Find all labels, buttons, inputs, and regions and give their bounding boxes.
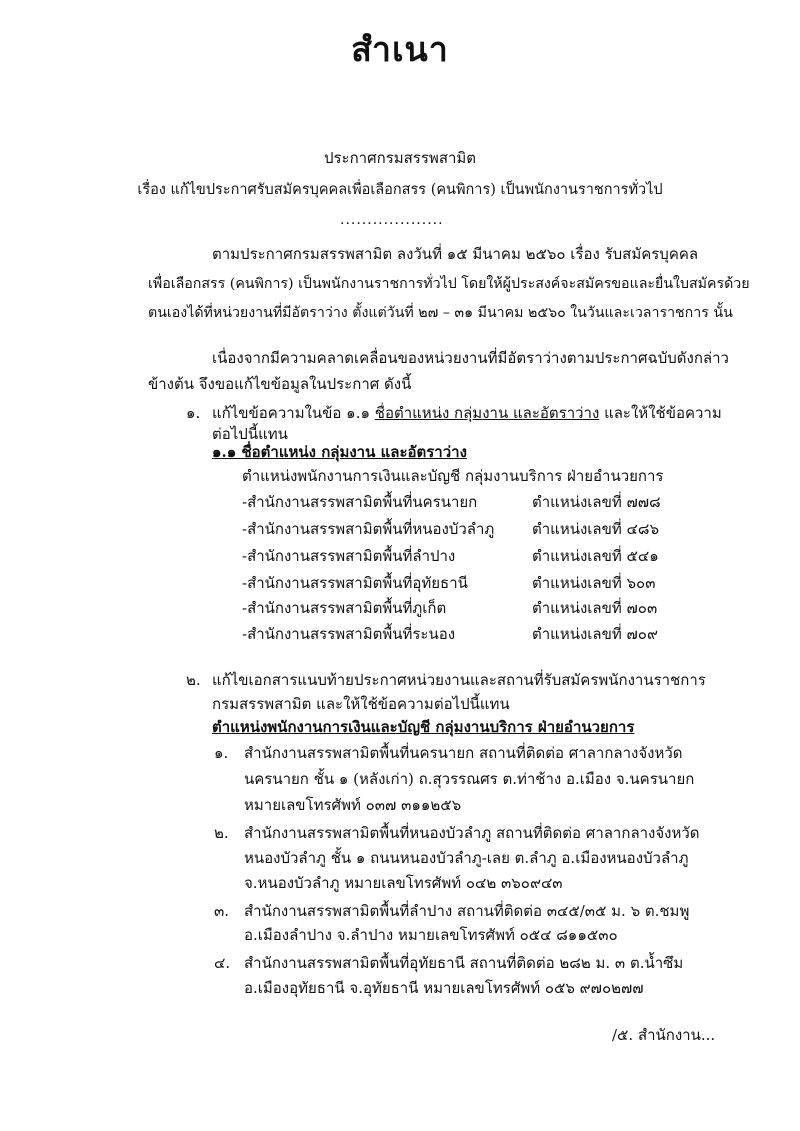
item-1-line-1 bbox=[212, 403, 722, 423]
office-position-no: ตำแหน่งเลขที่ ๕๔๑ bbox=[532, 547, 659, 565]
page-continuation: /๕. สำนักงาน... bbox=[612, 1026, 716, 1044]
entry-line: อ.เมืองลำปาง จ.ลำปาง หมายเลขโทรศัพท์ ๐๕๔ ๘๑๑๕๓๐ bbox=[244, 926, 618, 944]
item-1-position-title: ตำแหน่งพนักงานการเงินและบัญชี กลุ่มงานบริการ ฝ่ายอำนวยการ bbox=[242, 467, 664, 485]
office-position-no: ตำแหน่งเลขที่ ๖๐๓ bbox=[532, 574, 656, 592]
entry-line: สำนักงานสรรพสามิตพื้นที่หนองบัวลำภู สถานที่ติดต่อ ศาลากลางจังหวัด bbox=[244, 824, 700, 842]
reason-line-1: เนื่องจากมีความคลาดเคลื่อนของหน่วยงานที่มีอัตราว่างตามประกาศฉบับดังกล่าว bbox=[212, 349, 729, 367]
entry-line: จ.หนองบัวลำภู หมายเลขโทรศัพท์ ๐๔๒ ๓๖๐๙๔๓ bbox=[244, 874, 563, 892]
item-1-number: ๑. bbox=[186, 404, 201, 422]
office-position-no: ตำแหน่งเลขที่ ๗๐๙ bbox=[532, 625, 658, 643]
entry-line: สำนักงานสรรพสามิตพื้นที่นครนายก สถานที่ติดต่อ ศาลากลางจังหวัด bbox=[244, 744, 683, 762]
item-1-line-2: ต่อไปนี้แทน bbox=[212, 425, 288, 443]
item-1-subheading: ๑.๑ ชื่อตำแหน่ง กลุ่มงาน และอัตราว่าง bbox=[212, 443, 467, 461]
office-name: -สำนักงานสรรพสามิตพื้นที่ภูเก็ต bbox=[242, 599, 447, 617]
office-name: -สำนักงานสรรพสามิตพื้นที่ระนอง bbox=[242, 625, 456, 643]
entry-line: นครนายก ชั้น ๑ (หลังเก่า) ถ.สุวรรณศร ต.ท่าช้าง อ.เมือง จ.นครนายก bbox=[244, 770, 695, 788]
office-name: -สำนักงานสรรพสามิตพื้นที่หนองบัวลำภู bbox=[242, 520, 495, 538]
item-2-line-2: กรมสรรพสามิต และให้ใช้ข้อความต่อไปนี้แทน bbox=[212, 695, 510, 713]
office-name: -สำนักงานสรรพสามิตพื้นที่นครนายก bbox=[242, 493, 478, 511]
entry-line: หมายเลขโทรศัพท์ ๐๓๗ ๓๑๑๒๕๖ bbox=[244, 796, 462, 814]
office-position-no: ตำแหน่งเลขที่ ๗๗๘ bbox=[532, 493, 661, 511]
announcement-agency: ประกาศกรมสรรพสามิต bbox=[323, 149, 477, 167]
item-1-text-before: แก้ไขข้อความในข้อ ๑.๑ bbox=[212, 404, 375, 422]
entry-line: สำนักงานสรรพสามิตพื้นที่ลำปาง สถานที่ติดต่อ ๓๔๕/๓๕ ม. ๖ ต.ชมพู bbox=[244, 902, 690, 920]
entry-line: อ.เมืองอุทัยธานี จ.อุทัยธานี หมายเลขโทรศัพท์ ๐๕๖ ๙๗๐๒๗๗ bbox=[244, 979, 644, 997]
item-2-line-1: แก้ไขเอกสารแนบท้ายประกาศหน่วยงานและสถานที่รับสมัครพนักงานราชการ bbox=[212, 671, 706, 689]
item-1-text-underlined: ชื่อตำแหน่ง กลุ่มงาน และอัตราว่าง bbox=[374, 404, 600, 422]
entry-line: หนองบัวลำภู ชั้น ๑ ถนนหนองบัวลำภู-เลย ต.ลำภู อ.เมืองหนองบัวลำภู bbox=[244, 849, 689, 867]
item-2-number: ๒. bbox=[186, 671, 201, 689]
entry-number: ๑. bbox=[214, 744, 229, 762]
intro-line-1: ตามประกาศกรมสรรพสามิต ลงวันที่ ๑๕ มีนาคม ๒๕๖๐ เรื่อง รับสมัครบุคคล bbox=[212, 245, 699, 263]
item-1-text-after: และให้ใช้ข้อความ bbox=[599, 404, 722, 422]
document-title: สำเนา bbox=[351, 30, 449, 70]
reason-line-2: ข้างต้น จึงขอแก้ไขข้อมูลในประกาศ ดังนี้ bbox=[148, 375, 412, 393]
entry-number: ๒. bbox=[214, 824, 229, 842]
intro-line-2: เพื่อเลือกสรร (คนพิการ) เป็นพนักงานราชการทั่วไป โดยให้ผู้ประสงค์จะสมัครขอและยื่นใบสมัครด้วย bbox=[148, 276, 750, 292]
office-name: -สำนักงานสรรพสามิตพื้นที่ลำปาง bbox=[242, 547, 456, 565]
entry-line: สำนักงานสรรพสามิตพื้นที่อุทัยธานี สถานที่ติดต่อ ๒๘๒ ม. ๓ ต.น้ำซึม bbox=[244, 954, 684, 972]
announcement-subject: เรื่อง แก้ไขประกาศรับสมัครบุคคลเพื่อเลือกสรร (คนพิการ) เป็นพนักงานราชการทั่วไป bbox=[137, 182, 663, 198]
entry-number: ๓. bbox=[214, 902, 230, 920]
entry-number: ๔. bbox=[214, 954, 231, 972]
intro-line-3: ตนเองได้ที่หน่วยงานที่มีอัตราว่าง ตั้งแต่วันที่ ๒๗ – ๓๑ มีนาคม ๒๕๖๐ ในวันและเวลาราชการ นั้น bbox=[148, 305, 733, 321]
office-position-no: ตำแหน่งเลขที่ ๔๘๖ bbox=[532, 520, 659, 538]
item-2-heading: ตำแหน่งพนักงานการเงินและบัญชี กลุ่มงานบริการ ฝ่ายอำนวยการ bbox=[212, 718, 635, 736]
header-divider: ................... bbox=[340, 212, 444, 228]
office-position-no: ตำแหน่งเลขที่ ๗๐๓ bbox=[532, 599, 658, 617]
office-name: -สำนักงานสรรพสามิตพื้นที่อุทัยธานี bbox=[242, 574, 468, 592]
